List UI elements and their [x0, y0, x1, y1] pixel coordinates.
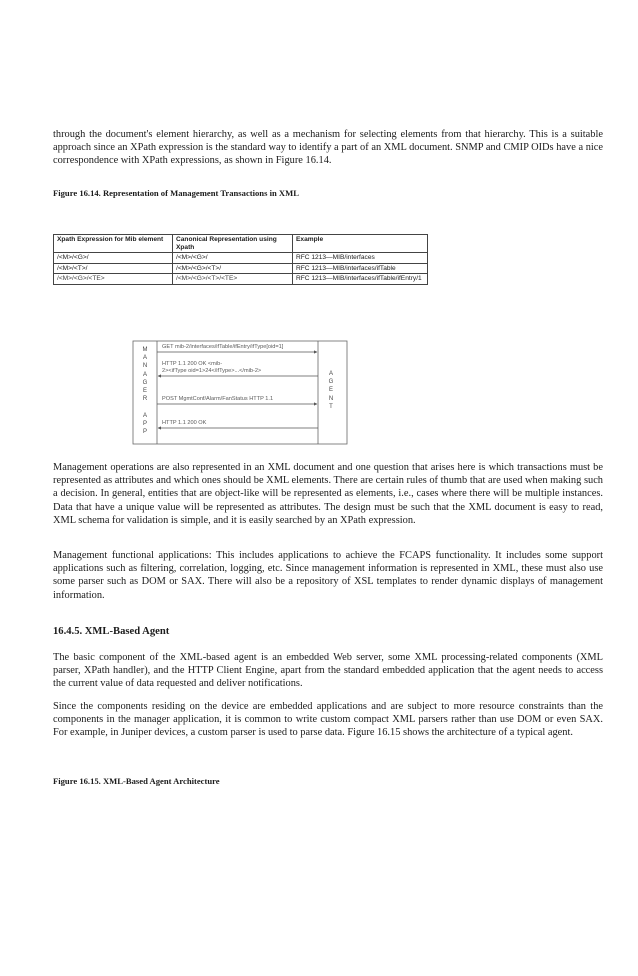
actor-letter: A — [142, 371, 147, 378]
actor-letter: P — [142, 421, 147, 428]
table-cell: /<M>/<G>/<TE> — [54, 274, 173, 285]
agent-actor-label — [327, 370, 335, 411]
section-heading: 16.4.5. XML-Based Agent — [53, 626, 170, 637]
actor-letter: M — [142, 347, 148, 353]
actor-letter: G — [328, 379, 334, 386]
figure-16-15-caption: Figure 16.15. XML-Based Agent Architecture — [53, 776, 220, 786]
actor-letter: T — [329, 403, 333, 410]
actor-letter: E — [142, 388, 147, 395]
intro-paragraph: through the document's element hierarchy, as well as a mechanism for selecting elements from that hierarchy. This is a suitable approach since an XPath expression is the standard way to identify a part of an XML document. SNMP and CMIP OIDs have a nice correspondence with XPath expressions, as shown in Figure 16.14. — [53, 129, 603, 167]
table-header-cell: Example — [293, 235, 428, 253]
paragraph-functional-apps: Management functional applications: This includes applications to achieve the FCAPS functionality. It includes some support applications such as filtering, correlation, logging, etc. Since management information is represented in XML, these must also use some parser such as DOM or SAX. There will also be a repository of XSL templates to render dynamic displays of management information. — [53, 550, 603, 601]
message-ok-2: HTTP 1.1 200 OK — [162, 420, 207, 426]
table-header-row — [54, 235, 428, 253]
message-post: POST MgmtConf/Alarm/FanStatus HTTP 1.1 — [162, 396, 274, 402]
actor-letter: R — [142, 396, 148, 403]
paragraph-operations: Management operations are also represented in an XML document and one question that arises here is which transactions must be represented as attributes and which ones should be XML elements. There are certain rules of thumb that are used when making such a decision. In general, entities that are object-like will be represented as elements, i.e., cases where there will be multiple instances. Data that have a unique value will be represented as attributes. The design must be such that the XML document is easy to read, XML schema for validation is simple, and it is easily searched by an XPath expression. — [53, 462, 603, 526]
xpath-mapping-table — [53, 234, 428, 285]
message-ok-line2: 2><ifType oid=1>24</ifType>...</mib-2> — [162, 368, 262, 374]
table-row — [54, 274, 428, 285]
table-cell: /<M>/<T>/ — [54, 263, 173, 274]
table-row — [54, 263, 428, 274]
table-cell: /<M>/<G>/<T>/ — [173, 263, 293, 274]
table-header-cell: Canonical Representation using Xpath — [173, 235, 293, 253]
table-cell: /<M>/<G>/ — [54, 253, 173, 264]
actor-letter: G — [142, 379, 148, 386]
actor-letter: A — [142, 413, 147, 419]
app-actor-label — [141, 412, 149, 437]
message-ok-line1: HTTP 1.1 200 OK <mib- — [162, 361, 223, 367]
message-get: GET mib-2/interfaces/ifTable/ifEntry/ifType[oid=1] — [162, 344, 284, 350]
manager-actor-label — [141, 346, 149, 403]
diagram-frame — [133, 341, 347, 444]
table-cell: RFC 1213—MIB/interfaces/ifTable/ifEntry/1 — [293, 274, 428, 285]
table-cell: /<M>/<G>/<T>/<TE> — [173, 274, 293, 285]
actor-letter: A — [328, 371, 333, 377]
actor-letter: E — [328, 387, 333, 394]
actor-letter: N — [328, 395, 334, 402]
table-cell: RFC 1213—MIB/interfaces — [293, 253, 428, 264]
paragraph-embedded-constraints: Since the components residing on the device are embedded applications and are subject to more resource constraints than the components in the manager application, it is common to write custom compact XML parsers rather than use DOM or even SAX. For example, in Juniper devices, a custom parser is used to parse data. Figure 16.15 shows the architecture of a typical agent. — [53, 701, 603, 739]
table-header-cell: Xpath Expression for Mib element — [54, 235, 173, 253]
table-cell: /<M>/<G>/ — [173, 253, 293, 264]
paragraph-agent-components: The basic component of the XML-based agent is an embedded Web server, some XML processing-related components (XML parser, XPath handler), and the HTTP Client Engine, apart from the standard embedded application that the agent needs to access the current value of data requested and deliver notifications. — [53, 652, 603, 690]
figure-16-14-caption: Figure 16.14. Representation of Management Transactions in XML — [53, 188, 299, 198]
table-cell: RFC 1213—MIB/interfaces/ifTable — [293, 263, 428, 274]
table-row — [54, 253, 428, 264]
actor-letter: N — [142, 363, 148, 370]
actor-letter: P — [142, 429, 147, 436]
actor-letter: A — [142, 355, 147, 362]
